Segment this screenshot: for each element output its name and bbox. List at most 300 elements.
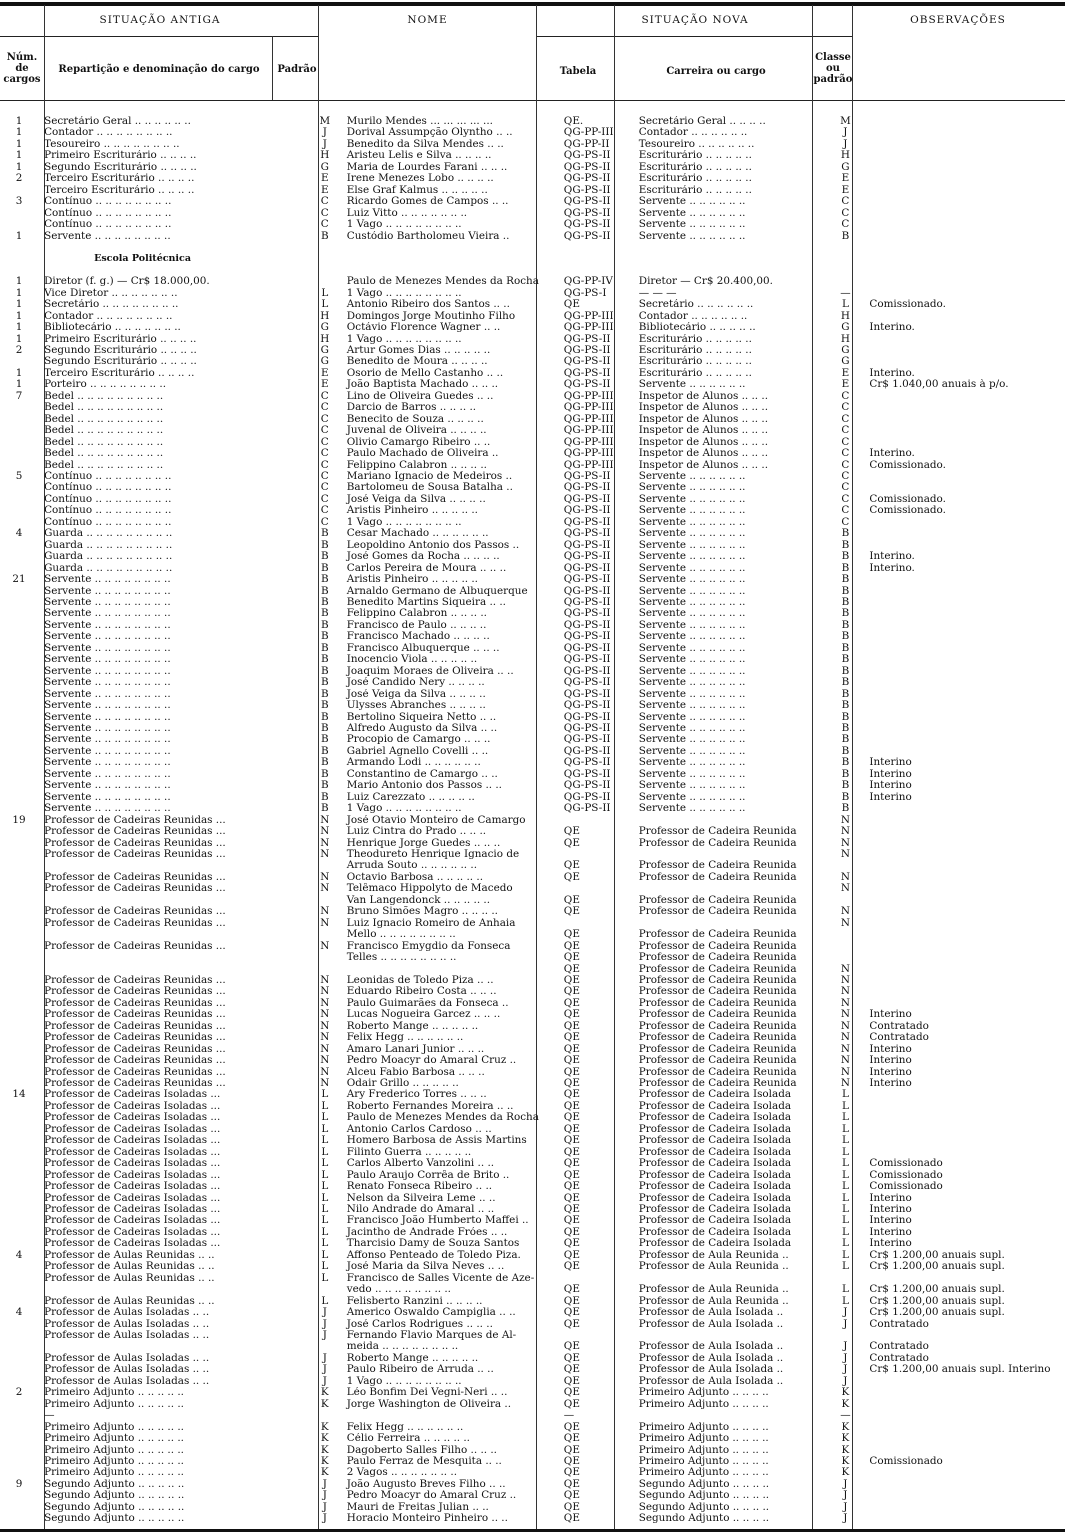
cell-tabela: QE xyxy=(563,1181,580,1193)
cell-classe-novo: B xyxy=(841,734,850,746)
cell-tabela: QE xyxy=(563,1501,580,1513)
cell-num-cargos xyxy=(0,1204,38,1215)
table-row xyxy=(0,1307,1065,1318)
cell-classe-novo: L xyxy=(841,1226,849,1238)
cell-cargo-novo xyxy=(635,815,828,826)
cell-num-cargos xyxy=(0,803,38,814)
cell-num-cargos xyxy=(0,792,38,803)
cell-cargo-antigo: Segundo Escriturário .. .. .. .. xyxy=(44,356,197,368)
cell-cargo-antigo: Bedel .. .. .. .. .. .. .. .. .. xyxy=(44,436,164,448)
cell-tabela xyxy=(560,815,635,826)
cell-cargo-antigo: Primeiro Adjunto .. .. .. .. .. xyxy=(44,1455,184,1467)
cell-padrao-antigo: C xyxy=(320,448,329,460)
cell-classe-novo: J xyxy=(843,1375,848,1387)
cell-num-cargos xyxy=(0,242,38,253)
cell-cargo-novo: Tesoureiro .. .. .. .. .. .. xyxy=(638,138,755,150)
cell-nome: Benedito de Moura .. .. .. .. xyxy=(346,356,488,368)
table-row xyxy=(0,1422,1065,1433)
cell-classe-novo: C xyxy=(841,425,850,437)
cell-classe-novo: N xyxy=(840,848,850,860)
cell-observacao: Comissionado. xyxy=(869,505,946,517)
cell-cargo-antigo: Professor de Cadeiras Isoladas ... xyxy=(44,1226,221,1238)
cell-classe-novo: L xyxy=(841,1135,849,1147)
cell-padrao-antigo: L xyxy=(321,299,329,311)
cell-cargo-novo xyxy=(635,849,828,860)
cell-nome: Aristis Pinheiro .. .. .. .. .. xyxy=(346,574,478,586)
cell-cargo-novo: Primeiro Adjunto .. .. .. .. xyxy=(638,1433,769,1445)
cell-tabela: QE xyxy=(563,963,580,975)
cell-tabela: QG-PS-II xyxy=(563,551,611,563)
cell-padrao-antigo: E xyxy=(320,379,329,391)
cell-classe-novo: J xyxy=(843,1352,848,1364)
table-row xyxy=(0,746,1065,757)
cell-classe-novo: L xyxy=(841,1238,849,1250)
table-row xyxy=(0,929,1065,940)
cell-tabela: QE xyxy=(563,1226,580,1238)
cell-classe-novo: B xyxy=(841,631,850,643)
cell-nome xyxy=(343,265,560,276)
cell-cargo-antigo: Servente .. .. .. .. .. .. .. .. xyxy=(44,745,171,757)
cell-tabela: QG-PS-II xyxy=(563,173,611,185)
cell-nome: Ulysses Abranches .. .. .. .. xyxy=(346,700,486,712)
cell-nome: Maria de Lourdes Farani .. .. .. xyxy=(346,161,508,173)
cell-classe-novo: E xyxy=(841,367,850,379)
cell-cargo-novo: Professor de Cadeira Isolada xyxy=(638,1226,792,1238)
cell-cargo-antigo: Contínuo .. .. .. .. .. .. .. .. xyxy=(44,219,172,231)
cell-num-cargos xyxy=(0,482,38,493)
cell-num-cargos xyxy=(0,918,38,929)
bottom-rule xyxy=(0,1529,1065,1532)
table-row xyxy=(0,1101,1065,1112)
cell-cargo-novo: Servente .. .. .. .. .. .. xyxy=(638,230,746,242)
cell-cargo-antigo: Professor de Cadeiras Reunidas ... xyxy=(44,1020,226,1032)
cell-tabela: QE xyxy=(563,1318,580,1330)
cell-cargo-novo: Inspetor de Alunos .. .. .. xyxy=(638,459,769,471)
table-row xyxy=(0,1330,1065,1341)
cell-cargo-antigo: Servente .. .. .. .. .. .. .. .. xyxy=(44,791,171,803)
cell-classe-novo: N xyxy=(840,986,850,998)
cell-tabela: QG-PS-II xyxy=(563,745,611,757)
table-row xyxy=(0,1376,1065,1387)
cell-padrao-antigo: N xyxy=(320,974,330,986)
cell-num-cargos xyxy=(0,1319,38,1330)
cell-nome: Octavio Barbosa .. .. .. .. .. xyxy=(346,871,484,883)
cell-num-cargos xyxy=(0,1445,38,1456)
cell-nome: Roberto Fernandes Moreira .. .. xyxy=(346,1100,514,1112)
cell-padrao-antigo: K xyxy=(320,1467,329,1479)
cell-observacao: Interino xyxy=(869,1055,912,1067)
cell-classe-novo: N xyxy=(840,974,850,986)
cell-num-cargos xyxy=(0,860,38,871)
cell-padrao-antigo: B xyxy=(320,562,329,574)
table-row xyxy=(0,1135,1065,1146)
cell-nome: Luiz Vitto .. .. .. .. .. .. .. xyxy=(346,207,468,219)
table-row xyxy=(0,460,1065,471)
cell-num-cargos: 1 xyxy=(15,230,23,242)
cell-cargo-novo: Servente .. .. .. .. .. .. xyxy=(638,734,746,746)
cell-observacao xyxy=(863,964,1065,975)
header-bottom-rule xyxy=(0,100,1065,101)
cell-num-cargos xyxy=(0,929,38,940)
cell-padrao-antigo: L xyxy=(321,1169,329,1181)
cell-num-cargos xyxy=(0,1124,38,1135)
cell-num-cargos: 1 xyxy=(15,333,23,345)
cell-num-cargos: 4 xyxy=(15,1249,23,1261)
cell-cargo-antigo xyxy=(38,1284,307,1295)
cell-padrao-antigo: C xyxy=(320,196,329,208)
cell-cargo-antigo: Bedel .. .. .. .. .. .. .. .. .. xyxy=(44,425,164,437)
cell-cargo-antigo: Servente .. .. .. .. .. .. .. .. xyxy=(44,585,171,597)
cell-nome: Benedito Martins Siqueira .. .. xyxy=(346,597,506,608)
cell-num-cargos xyxy=(0,1147,38,1158)
cell-cargo-antigo: Guarda .. .. .. .. .. .. .. .. .. xyxy=(44,528,173,540)
cell-cargo-novo: Servente .. .. .. .. .. .. xyxy=(638,745,746,757)
cell-num-cargos xyxy=(0,1170,38,1181)
cell-cargo-novo: Servente .. .. .. .. .. .. xyxy=(638,196,746,208)
cell-classe-novo: N xyxy=(840,1043,850,1055)
cell-padrao-antigo: L xyxy=(321,1238,329,1250)
cell-tabela: QE xyxy=(563,1158,580,1170)
header-nome: NOME xyxy=(407,14,448,26)
cell-nome: meida .. .. .. .. .. .. .. .. xyxy=(346,1341,459,1353)
cell-cargo-novo: Primeiro Adjunto .. .. .. .. xyxy=(638,1455,769,1467)
table-row xyxy=(0,494,1065,505)
cell-tabela xyxy=(560,849,635,860)
cell-observacao xyxy=(863,208,1065,219)
header-num-cargos: Núm. de cargos xyxy=(3,52,41,85)
cell-cargo-antigo: Primeiro Adjunto .. .. .. .. .. xyxy=(44,1467,184,1479)
cell-observacao xyxy=(863,643,1065,654)
cell-tabela: QE xyxy=(563,1421,580,1433)
cell-cargo-novo: Segundo Adjunto .. .. .. .. xyxy=(638,1513,770,1525)
cell-num-cargos xyxy=(0,1399,38,1410)
cell-cargo-novo: Escriturário .. .. .. .. .. xyxy=(638,333,752,345)
cell-nome: Affonso Penteado de Toledo Piza. xyxy=(346,1249,521,1261)
cell-classe-novo: L xyxy=(841,1249,849,1261)
cell-observacao xyxy=(863,586,1065,597)
cell-tabela: QG-PS-II xyxy=(563,608,611,620)
cell-cargo-antigo: Professor de Cadeiras Reunidas ... xyxy=(44,1066,226,1078)
cell-num-cargos xyxy=(0,1044,38,1055)
cell-tabela: QE. xyxy=(563,116,584,127)
cell-observacao xyxy=(863,471,1065,482)
cell-padrao-antigo: J xyxy=(322,1330,327,1341)
cell-observacao xyxy=(863,941,1065,952)
cell-tabela: QE xyxy=(563,1020,580,1032)
cell-observacao xyxy=(863,1513,1065,1524)
cell-cargo-novo: Professor de Cadeira Reunida xyxy=(638,894,797,906)
cell-padrao-antigo: B xyxy=(320,539,329,551)
cell-nome: Francisco João Humberto Maffei .. xyxy=(346,1215,529,1227)
cell-cargo-antigo: Servente .. .. .. .. .. .. .. .. xyxy=(44,665,171,677)
cell-cargo-antigo xyxy=(38,952,307,963)
cell-padrao-antigo: J xyxy=(322,1318,327,1330)
cell-nome: Antonio Ribeiro dos Santos .. .. xyxy=(346,299,510,311)
cell-tabela: QE xyxy=(563,974,580,986)
cell-padrao-antigo: N xyxy=(320,986,330,998)
cell-num-cargos xyxy=(0,1341,38,1352)
cell-cargo-antigo: Professor de Cadeiras Isoladas ... xyxy=(44,1112,221,1124)
cell-cargo-antigo: Professor de Cadeiras Reunidas ... xyxy=(44,906,226,918)
cell-nome: Constantino de Camargo .. .. xyxy=(346,768,498,780)
cell-num-cargos xyxy=(0,941,38,952)
cell-tabela: QE xyxy=(563,299,580,311)
cell-padrao-antigo: J xyxy=(322,1352,327,1364)
cell-num-cargos xyxy=(0,1467,38,1478)
cell-num-cargos xyxy=(0,1422,38,1433)
cell-classe-novo: B xyxy=(841,539,850,551)
cell-tabela: QG-PS-II xyxy=(563,803,611,815)
cell-tabela: QG-PS-II xyxy=(563,150,611,162)
cell-padrao-antigo: B xyxy=(320,654,329,666)
cell-tabela: QG-PS-II xyxy=(563,184,611,196)
cell-cargo-novo: Escriturário .. .. .. .. .. xyxy=(638,367,752,379)
cell-cargo-antigo: Servente .. .. .. .. .. .. .. .. xyxy=(44,780,171,792)
cell-observacao xyxy=(863,986,1065,997)
cell-num-cargos xyxy=(0,265,38,276)
cell-cargo-novo: Professor de Cadeira Isolada xyxy=(638,1238,792,1250)
cell-cargo-novo: Professor de Cadeira Isolada xyxy=(638,1123,792,1135)
cell-tabela: QE xyxy=(563,952,580,964)
cell-cargo-novo xyxy=(635,1330,828,1341)
cell-nome: Francisco de Paulo .. .. .. .. xyxy=(346,619,487,631)
cell-cargo-novo xyxy=(635,242,828,253)
table-row xyxy=(0,631,1065,642)
cell-observacao xyxy=(863,425,1065,436)
cell-observacao: Interino xyxy=(869,780,912,792)
cell-observacao: Contratado xyxy=(869,1352,929,1364)
cell-cargo-novo: Escriturário .. .. .. .. .. xyxy=(638,173,752,185)
cell-cargo-antigo: Servente .. .. .. .. .. .. .. .. xyxy=(44,574,171,586)
table-row xyxy=(0,941,1065,952)
cell-padrao-antigo: J xyxy=(322,1364,327,1376)
cell-num-cargos xyxy=(0,586,38,597)
cell-cargo-antigo: Vice Diretor .. .. .. .. .. .. .. xyxy=(44,287,178,299)
cell-cargo-novo: Professor de Cadeira Isolada xyxy=(638,1112,792,1124)
cell-classe-novo: K xyxy=(841,1421,850,1433)
cell-cargo-novo: Servente .. .. .. .. .. .. xyxy=(638,619,746,631)
cell-cargo-antigo xyxy=(38,1341,307,1352)
cell-num-cargos xyxy=(0,1284,38,1295)
cell-classe-novo: — xyxy=(840,287,851,299)
cell-cargo-antigo: Terceiro Escriturário .. .. .. .. xyxy=(44,367,195,379)
cell-nome: Mariano Ignacio de Medeiros .. xyxy=(346,471,513,483)
cell-cargo-antigo: Segundo Escriturário .. .. .. .. xyxy=(44,161,197,173)
cell-tabela: QE xyxy=(563,1215,580,1227)
cell-padrao-antigo: N xyxy=(320,1043,330,1055)
table-row xyxy=(0,414,1065,425)
cell-classe-novo: B xyxy=(841,642,850,654)
table-row xyxy=(0,815,1065,826)
cell-observacao xyxy=(863,391,1065,402)
cell-padrao-antigo: J xyxy=(322,138,327,150)
table-row xyxy=(0,700,1065,711)
cell-padrao-antigo: B xyxy=(320,642,329,654)
table-row xyxy=(0,150,1065,161)
table-row xyxy=(0,334,1065,345)
cell-padrao-antigo: K xyxy=(320,1455,329,1467)
table-row xyxy=(0,505,1065,516)
cell-padrao-antigo xyxy=(307,929,343,940)
cell-cargo-novo: Servente .. .. .. .. .. .. xyxy=(638,219,746,231)
cell-num-cargos xyxy=(0,1227,38,1238)
table-row xyxy=(0,712,1065,723)
cell-cargo-antigo: Guarda .. .. .. .. .. .. .. .. .. xyxy=(44,539,173,551)
cell-cargo-antigo: Servente .. .. .. .. .. .. .. .. xyxy=(44,631,171,643)
cell-cargo-antigo: Professor de Cadeiras Reunidas ... xyxy=(44,871,226,883)
cell-nome: João Baptista Machado .. .. .. xyxy=(346,379,499,391)
cell-nome: Procopio de Camargo .. .. .. xyxy=(346,734,491,746)
cell-padrao-antigo: N xyxy=(320,1078,330,1090)
cell-padrao-antigo: C xyxy=(320,413,329,425)
cell-classe-novo: H xyxy=(840,333,850,345)
cell-cargo-novo: Servente .. .. .. .. .. .. xyxy=(638,379,746,391)
cell-cargo-antigo: Professor de Aulas Isoladas .. .. xyxy=(44,1318,210,1330)
cell-padrao-antigo: J xyxy=(322,1490,327,1502)
cell-nome: Roberto Mange .. .. .. .. .. xyxy=(346,1020,479,1032)
cell-cargo-antigo: Terceiro Escriturário .. .. .. .. xyxy=(44,173,195,185)
cell-nome: Theodureto Henrique Ignacio de xyxy=(346,848,520,860)
cell-nome: Paulo Ferraz de Mesquita .. .. xyxy=(346,1455,502,1467)
cell-cargo-antigo: Professor de Aulas Isoladas .. .. xyxy=(44,1352,210,1364)
cell-padrao-antigo: M xyxy=(319,116,331,127)
cell-num-cargos xyxy=(0,1158,38,1169)
cell-nome: Nelson da Silveira Leme .. .. xyxy=(346,1192,496,1204)
table-row xyxy=(0,528,1065,539)
cell-classe-novo: J xyxy=(843,138,848,150)
cell-padrao-antigo: B xyxy=(320,619,329,631)
cell-nome: Paulo Guimarães da Fonseca .. xyxy=(346,997,509,1009)
cell-tabela xyxy=(560,1330,635,1341)
cell-cargo-antigo: Professor de Aulas Reunidas .. .. xyxy=(44,1272,215,1284)
cell-observacao xyxy=(863,1330,1065,1341)
cell-cargo-novo: Primeiro Adjunto .. .. .. .. xyxy=(638,1467,769,1479)
cell-padrao-antigo: B xyxy=(320,780,329,792)
cell-cargo-antigo: Segundo Adjunto .. .. .. .. .. xyxy=(44,1501,185,1513)
cell-padrao-antigo: N xyxy=(320,837,330,849)
cell-num-cargos xyxy=(0,757,38,768)
cell-cargo-antigo: Servente .. .. .. .. .. .. .. .. xyxy=(44,619,171,631)
table-row xyxy=(0,368,1065,379)
cell-tabela: QG-PP-III xyxy=(563,436,614,448)
table-row xyxy=(0,448,1065,459)
cell-cargo-novo: Professor de Cadeira Reunida xyxy=(638,1020,797,1032)
cell-classe-novo: E xyxy=(841,173,850,185)
cell-cargo-novo: Servente .. .. .. .. .. .. xyxy=(638,665,746,677)
cell-tabela: QG-PS-II xyxy=(563,471,611,483)
cell-cargo-antigo: Professor de Cadeiras Reunidas ... xyxy=(44,826,226,838)
cell-nome: José Carlos Rodrigues .. .. .. xyxy=(346,1318,493,1330)
cell-num-cargos xyxy=(0,712,38,723)
cell-padrao-antigo: L xyxy=(321,1215,329,1227)
cell-cargo-antigo: Professor de Cadeiras Reunidas ... xyxy=(44,917,226,929)
cell-padrao-antigo: N xyxy=(320,917,330,929)
cell-tabela: QG-PS-II xyxy=(563,597,611,608)
cell-nome: Eduardo Ribeiro Costa .. .. .. xyxy=(346,986,497,998)
cell-nome: Lucas Nogueira Garcez .. .. .. xyxy=(346,1009,501,1021)
cell-nome: Armando Lodi .. .. .. .. .. .. xyxy=(346,757,481,769)
cell-num-cargos xyxy=(0,460,38,471)
cell-classe-novo: H xyxy=(840,310,850,322)
cell-observacao: Cr$ 1.200,00 anuais supl. xyxy=(869,1307,1005,1319)
cell-classe-novo: B xyxy=(841,745,850,757)
table-row xyxy=(0,643,1065,654)
cell-cargo-novo: Servente .. .. .. .. .. .. xyxy=(638,539,746,551)
cell-cargo-novo: Professor de Cadeira Isolada xyxy=(638,1100,792,1112)
cell-observacao xyxy=(863,517,1065,528)
cell-padrao-antigo xyxy=(307,895,343,906)
cell-tabela: QE xyxy=(563,1055,580,1067)
cell-tabela: QG-PS-II xyxy=(563,333,611,345)
cell-observacao: Interino xyxy=(869,1009,912,1021)
cell-classe-novo: C xyxy=(841,448,850,460)
cell-tabela: QE xyxy=(563,1089,580,1101)
cell-nome: Olivio Camargo Ribeiro .. .. xyxy=(346,436,491,448)
cell-cargo-antigo: Servente .. .. .. .. .. .. .. .. xyxy=(44,803,171,815)
cell-num-cargos: 21 xyxy=(12,574,26,586)
cell-nome: Paulo Machado de Oliveira .. xyxy=(346,448,499,460)
cell-nome: Renato Fonseca Ribeiro .. .. xyxy=(346,1181,493,1193)
cell-cargo-novo: Contador .. .. .. .. .. .. xyxy=(638,127,748,139)
cell-classe-novo: N xyxy=(840,814,850,826)
cell-observacao xyxy=(863,1387,1065,1398)
table-row xyxy=(0,356,1065,367)
cell-tabela: QG-PP-III xyxy=(563,402,614,414)
cell-classe-novo: N xyxy=(840,1009,850,1021)
cell-nome: Mario Antonio dos Passos .. .. xyxy=(346,780,502,792)
cell-observacao: Cr$ 1.200,00 anuais supl. xyxy=(869,1261,1005,1273)
cell-observacao xyxy=(863,185,1065,196)
cell-cargo-novo: Professor de Cadeira Reunida xyxy=(638,929,797,941)
table-row xyxy=(0,540,1065,551)
cell-nome: Bruno Simões Magro .. .. .. .. xyxy=(346,906,498,918)
cell-observacao xyxy=(863,1089,1065,1100)
cell-classe-novo: L xyxy=(841,1261,849,1273)
cell-classe-novo: B xyxy=(841,562,850,574)
cell-classe-novo xyxy=(827,242,863,253)
cell-tabela: QE xyxy=(563,837,580,849)
cell-tabela: QE xyxy=(563,1078,580,1090)
header-tabela: Tabela xyxy=(559,66,597,77)
cell-classe-novo: N xyxy=(840,1020,850,1032)
cell-num-cargos xyxy=(0,1021,38,1032)
cell-cargo-novo: Professor de Cadeira Isolada xyxy=(638,1192,792,1204)
cell-nome: 1 Vago .. .. .. .. .. .. .. .. xyxy=(346,333,462,345)
table-row xyxy=(0,620,1065,631)
cell-cargo-novo: Servente .. .. .. .. .. .. xyxy=(638,207,746,219)
cell-cargo-novo xyxy=(635,265,828,276)
cell-classe-novo: L xyxy=(841,1112,849,1124)
cell-classe-novo: K xyxy=(841,1433,850,1445)
cell-cargo-novo: Servente .. .. .. .. .. .. xyxy=(638,768,746,780)
cell-cargo-antigo: Bedel .. .. .. .. .. .. .. .. .. xyxy=(44,402,164,414)
cell-padrao-antigo: N xyxy=(320,848,330,860)
cell-nome: vedo .. .. .. .. .. .. .. .. xyxy=(346,1284,451,1296)
cell-observacao: Comissionado xyxy=(869,1181,943,1193)
cell-padrao-antigo: N xyxy=(320,1020,330,1032)
cell-tabela: QG-PS-II xyxy=(563,345,611,357)
cell-tabela: QE xyxy=(563,1341,580,1353)
cell-cargo-novo xyxy=(635,1410,828,1421)
cell-observacao xyxy=(863,482,1065,493)
cell-observacao: Interino. xyxy=(869,322,915,334)
table-row xyxy=(0,849,1065,860)
table-row xyxy=(0,311,1065,322)
cell-cargo-novo: Professor de Cadeira Reunida xyxy=(638,871,797,883)
table-row xyxy=(0,551,1065,562)
cell-cargo-novo: Escriturário .. .. .. .. .. xyxy=(638,356,752,368)
cell-cargo-antigo: Professor de Cadeiras Reunidas ... xyxy=(44,1078,226,1090)
